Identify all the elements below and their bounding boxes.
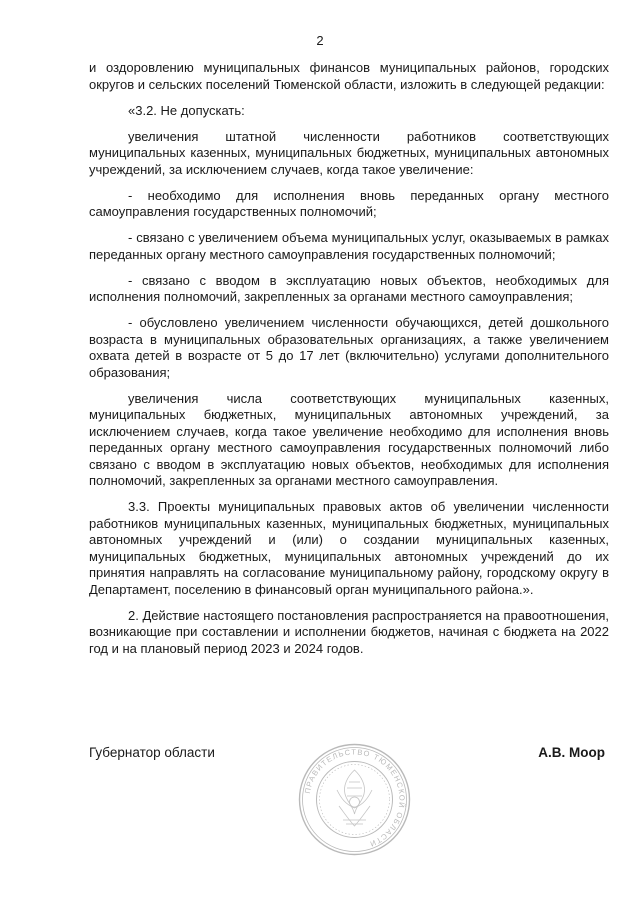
paragraph-clause-3-2: «3.2. Не допускать: [128, 102, 245, 118]
paragraph-item-new-objects: - связано с вводом в эксплуатацию новых объектов, необходимых для исполнения полномочий, закрепленных за органами местного самоуправления; [89, 272, 609, 304]
paragraph-clause-3-3: 3.3. Проекты муниципальных правовых актов об увеличении численности работников муниципальных казенных, муниципальных бюджетных, муниципальных автономных учреждений и (или) о создании муниципальных казенных, муниципальных бюджетных, муниципальных автономных учреждений до их принятия направлять на согласование муниципальному району, городскому округу в Департамент, поселению в финансовый орган муниципального района.». [89, 499, 609, 597]
paragraph-staff-increase: увеличения штатной численности работников соответствующих муниципальных казенных, муниципальных бюджетных, муниципальных автономных учреждений, за исключением случаев, когда такое увеличение: [89, 128, 609, 177]
paragraph-clause-2: 2. Действие настоящего постановления распространяется на правоотношения, возникающие при составлении и исполнении бюджетов, начиная с бюджета на 2022 год и на плановый период 2023 и 2024 годов. [89, 607, 609, 656]
paragraph-item-services-volume: - связано с увеличением объема муниципальных услуг, оказываемых в рамках переданных органу местного самоуправления государственных полномочий; [89, 230, 609, 262]
paragraph-institutions-increase: увеличения числа соответствующих муниципальных казенных, муниципальных бюджетных, муниципальных автономных учреждений, за исключением случаев, когда такое увеличение необходимо для исполнения вновь переданных органу местного самоуправления государственных полномочий либо связано с вводом в эксплуатацию новых объектов, необходимых для исполнения полномочий, закрепленных за органами местного самоуправления. [89, 390, 609, 488]
paragraph-item-state-powers: - необходимо для исполнения вновь переданных органу местного самоуправления государственных полномочий; [89, 187, 609, 219]
page-number: 2 [316, 33, 324, 48]
official-seal-stamp [297, 742, 412, 857]
seal-text: ПРАВИТЕЛЬСТВО ТЮМЕНСКОЙ ОБЛАСТИ [302, 747, 407, 849]
signatory-name: А.В. Моор [538, 745, 605, 760]
signatory-title: Губернатор области [89, 745, 215, 760]
document-body [89, 60, 609, 667]
paragraph-item-students: - обусловлено увеличением численности обучающихся, детей дошкольного возраста в муниципальных образовательных организациях, а также увеличением охвата детей в возрасте от 5 до 17 лет (включительно) услугами дополнительного образования; [89, 315, 609, 380]
paragraph-continuation: и оздоровлению муниципальных финансов муниципальных районов, городских округов и сельских поселений Тюменской области, изложить в следующей редакции: [89, 60, 609, 92]
